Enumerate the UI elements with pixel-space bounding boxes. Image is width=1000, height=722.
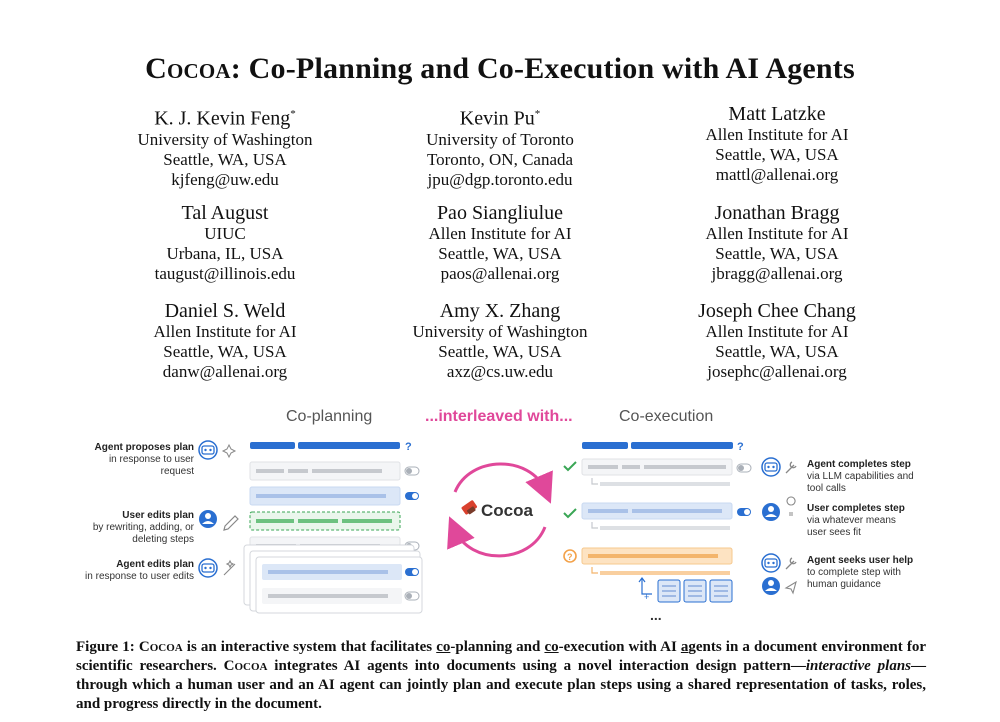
wrench-icon xyxy=(786,462,796,473)
stacked-card xyxy=(256,557,422,613)
annotation-line: human guidance xyxy=(807,579,881,590)
author-affiliation: Allen Institute for AI xyxy=(705,322,849,341)
author-location: Seattle, WA, USA xyxy=(438,342,562,361)
plan-title-bar xyxy=(631,442,733,449)
caption-underline: a xyxy=(680,639,689,655)
author-affiliation: Allen Institute for AI xyxy=(705,224,849,243)
annotation-agent-proposes xyxy=(60,442,194,478)
step-toggle xyxy=(405,467,419,475)
author-block xyxy=(627,300,927,382)
caption-underline: co xyxy=(436,639,451,655)
author-affiliation: Allen Institute for AI xyxy=(153,322,297,341)
author-block xyxy=(350,300,650,382)
plan-step xyxy=(262,564,402,580)
author-location: Seattle, WA, USA xyxy=(715,244,839,263)
author-block xyxy=(350,103,650,190)
plan-step xyxy=(250,487,400,505)
author-name: K. J. Kevin Feng xyxy=(154,107,291,130)
author-affiliation: Allen Institute for AI xyxy=(705,125,849,144)
author-name: Jonathan Bragg xyxy=(714,202,840,224)
substep-line xyxy=(600,482,730,486)
pencil-icon xyxy=(224,516,238,530)
author-location: Toronto, ON, Canada xyxy=(426,149,574,169)
help-icon xyxy=(564,550,576,562)
annotation-line: user sees fit xyxy=(807,527,861,538)
author-location: Seattle, WA, USA xyxy=(163,342,287,361)
author-affiliation: University of Toronto xyxy=(426,129,574,149)
author-block xyxy=(627,103,927,185)
cocoa-logo-icon xyxy=(461,500,478,515)
author-block xyxy=(627,202,927,284)
annotation-line: request xyxy=(160,466,194,477)
stacked-card xyxy=(250,551,420,611)
plan-title-bar xyxy=(582,442,628,449)
author-mark: * xyxy=(290,108,296,120)
interleaved-label: ...interleaved with... xyxy=(425,408,573,425)
annotation-title: User completes step xyxy=(807,503,905,514)
result-table xyxy=(710,580,732,602)
user-icon xyxy=(762,503,780,521)
author-name: Pao Siangliulue xyxy=(436,202,564,224)
annotation-title: User edits plan xyxy=(122,510,194,521)
author-name: Daniel S. Weld xyxy=(164,300,286,322)
author-name: Tal August xyxy=(181,202,269,224)
caption-text: integrates AI agents into documents using a novel interaction design pattern— xyxy=(267,658,806,674)
annotation-line: to complete step with xyxy=(807,567,901,578)
result-table xyxy=(684,580,706,602)
annotation-line: tool calls xyxy=(807,483,846,494)
result-table xyxy=(658,580,680,602)
author-block xyxy=(75,202,375,284)
plan-step-needs-help xyxy=(582,548,732,564)
robot-icon xyxy=(199,441,217,459)
caption-text: -planning and xyxy=(450,639,545,655)
author-affiliation: UIUC xyxy=(204,224,246,243)
author-email[interactable]: paos@allenai.org xyxy=(440,264,560,283)
author-location: Seattle, WA, USA xyxy=(715,145,839,164)
substep-connector xyxy=(592,478,598,484)
step-toggle xyxy=(737,508,751,516)
step-toggle xyxy=(737,464,751,472)
plus-sign: + xyxy=(644,592,650,602)
question-mark: ? xyxy=(737,441,744,453)
caption-text: -execution with AI xyxy=(558,639,681,655)
step-toggle xyxy=(405,492,419,500)
author-block xyxy=(350,202,650,284)
annotation-line: deleting steps xyxy=(132,534,194,545)
author-email[interactable]: axz@cs.uw.edu xyxy=(446,362,554,381)
sparkle-icon xyxy=(223,445,235,457)
caption-label: Figure 1: xyxy=(76,639,139,655)
user-icon xyxy=(762,577,780,595)
send-icon xyxy=(786,582,796,593)
substep-connector xyxy=(592,522,598,528)
paper-title xyxy=(0,52,1000,86)
annotation-agent-completes xyxy=(807,459,947,495)
author-location: Seattle, WA, USA xyxy=(715,342,839,361)
plan-step xyxy=(262,588,402,604)
author-email[interactable]: kjfeng@uw.edu xyxy=(171,169,279,189)
annotation-title: Agent seeks user help xyxy=(807,555,914,566)
substep-connector xyxy=(592,567,598,573)
annotation-title: Agent edits plan xyxy=(116,559,194,570)
substep-line xyxy=(600,526,730,530)
caption-text: —through which a human user and an AI agent can jointly plan and execute plan steps using a shared representation of tasks, roles, and progress directly in the document. xyxy=(76,658,926,712)
coexecution-label: Co-execution xyxy=(619,408,714,425)
author-email[interactable]: josephc@allenai.org xyxy=(707,362,847,381)
caption-text: gents in a document environment for scientific researchers. xyxy=(76,639,926,674)
plan-step-edited xyxy=(250,512,400,530)
author-location: Seattle, WA, USA xyxy=(163,149,287,169)
user-icon xyxy=(199,510,217,528)
coplanning-label: Co-planning xyxy=(286,408,373,425)
author-affiliation: University of Washington xyxy=(412,322,588,341)
plan-step xyxy=(582,503,732,519)
robot-icon xyxy=(762,554,780,572)
author-name: Amy X. Zhang xyxy=(439,300,561,322)
robot-icon xyxy=(199,559,217,577)
more-ellipsis: ... xyxy=(650,607,662,623)
annotation-line: by rewriting, adding, or xyxy=(92,522,194,533)
annotation-line: via whatever means xyxy=(807,515,896,526)
annotation-line: in response to user edits xyxy=(85,571,194,582)
author-name: Kevin Pu xyxy=(459,107,535,130)
author-location: Urbana, IL, USA xyxy=(166,244,284,263)
author-block xyxy=(75,300,375,382)
author-affiliation: Allen Institute for AI xyxy=(428,224,572,243)
question-mark: ? xyxy=(405,441,412,453)
step-toggle xyxy=(405,592,419,600)
step-toggle xyxy=(405,542,419,550)
annotation-user-edits xyxy=(60,510,194,546)
check-icon xyxy=(564,462,576,470)
robot-icon xyxy=(762,458,780,476)
caption-underline: co xyxy=(544,639,559,655)
annotation-agent-edits xyxy=(60,559,194,583)
plan-step xyxy=(250,537,400,555)
author-email[interactable]: danw@allenai.org xyxy=(162,362,288,381)
annotation-line: via LLM capabilities and xyxy=(807,471,914,482)
author-email[interactable]: jbragg@allenai.org xyxy=(711,264,843,283)
stacked-card xyxy=(244,545,414,605)
title-system-name: Cocoa xyxy=(145,52,231,85)
caption-italic: interactive plans xyxy=(805,658,911,674)
plan-title-bar xyxy=(250,442,295,449)
check-icon xyxy=(564,509,576,517)
figure-caption xyxy=(76,638,926,714)
wrench-icon xyxy=(786,558,796,569)
caption-text: is an interactive system that facilitates xyxy=(182,639,437,655)
annotation-agent-seeks-help xyxy=(807,555,947,591)
title-rest: : Co-Planning and Co-Execution with AI Agents xyxy=(230,52,855,85)
coplanning-plan xyxy=(244,441,422,613)
magic-wand-icon xyxy=(224,561,235,575)
annotation-user-completes xyxy=(807,503,947,539)
svg-text:?: ? xyxy=(567,552,573,562)
cocoa-logo-text: Cocoa xyxy=(481,501,533,520)
coexecution-plan xyxy=(564,441,751,623)
caption-system-name: Cocoa xyxy=(138,639,183,655)
cycle-arrow-bottom xyxy=(455,527,545,556)
author-email[interactable]: mattl@allenai.org xyxy=(715,165,839,184)
caption-system-name: Cocoa xyxy=(223,658,268,674)
author-name: Joseph Chee Chang xyxy=(698,300,856,322)
author-name: Matt Latzke xyxy=(728,103,826,125)
author-affiliation: University of Washington xyxy=(137,129,313,149)
plan-step xyxy=(582,459,732,475)
plan-step xyxy=(250,462,400,480)
author-email[interactable]: taugust@illinois.edu xyxy=(154,264,296,283)
step-toggle xyxy=(405,568,419,576)
annotation-line: in response to user xyxy=(108,454,194,465)
author-email[interactable]: jpu@dgp.toronto.edu xyxy=(427,169,573,189)
author-mark: * xyxy=(534,108,541,120)
lightbulb-icon xyxy=(787,497,795,515)
author-block xyxy=(75,103,375,190)
annotation-title: Agent completes step xyxy=(807,459,911,470)
substep-line xyxy=(600,571,730,575)
expand-connector xyxy=(642,578,652,594)
cycle-arrow-top xyxy=(455,464,545,492)
author-location: Seattle, WA, USA xyxy=(438,244,562,263)
annotation-title: Agent proposes plan xyxy=(94,442,194,453)
plan-title-bar xyxy=(298,442,400,449)
